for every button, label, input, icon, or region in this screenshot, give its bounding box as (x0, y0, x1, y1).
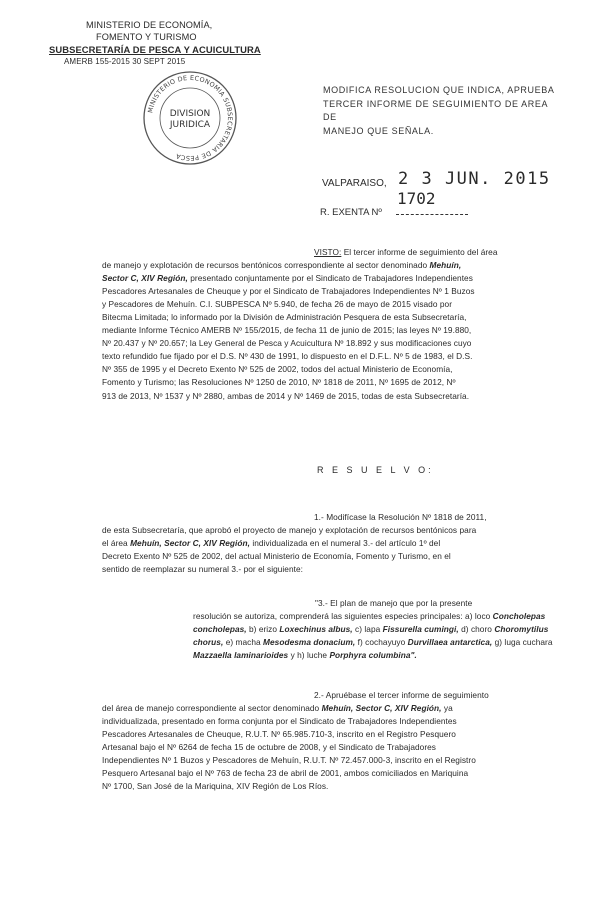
date-stamp: 2 3 JUN. 2015 (398, 169, 551, 189)
resolution-title (323, 84, 563, 138)
stamp-arc-text: MINISTERIO DE ECONOMIA SUBSECRETARIA DE PESCA (146, 73, 235, 163)
date-label: VALPARAISO, (322, 178, 387, 189)
item-2-paragraph: 2.- Apruébase el tercer informe de seguimiento del área de manejo correspondiente al sector denominado Mehuín, Sector C, XIV Región, ya individualizada, presentado en forma conjunta por el Sindicato de Trabajadores Independientes Pescadores Artesanales de Cheuque, R.U.T. Nº 65.985.710-3, inscrito en el Registro Pesquero Artesanal bajo el Nº 6264 de fecha 15 de octubre de 2008, y el Sindicato de Trabajadores Independientes Nº 1 Buzos y Pescadores de Mehuín, R.U.T. Nº 72.457.000-3, inscrito en el Registro Pesquero Artesanal bajo el Nº 763 de fecha 23 de abril de 2001, ambos comiciliados en Mariquina Nº 1700, San José de la Mariquina, XIV Región de Los Ríos. (102, 690, 489, 792)
numeral-3-quote: "3.- El plan de manejo que por la presente resolución se autoriza, comprenderá las siguientes especies principales: a) loco Concholepas concholepas, b) erizo Loxechinus albus, c) lapa Fissurella cumingi, d) choro Choromytilus chorus, e) macha Mesodesma donacium, f) cochayuyo Durvillaea antarctica, g) luga cuchara Mazzaella laminarioides y h) luche Porphyra columbina". (193, 598, 553, 661)
ministry-line-2: FOMENTO Y TURISMO (96, 32, 197, 42)
title-line: MANEJO QUE SEÑALA. (323, 125, 434, 136)
visto-paragraph: VISTO: El tercer informe de seguimiento del área de manejo y explotación de recursos bentónicos correspondiente al sector denominado Mehuín, Sector C, XIV Región, presentado conjuntamente por el Sindicato de Trabajadores Independientes Pescadores Artesanales de Cheuque y por el Sindicato de Trabajadores Independientes Nº 1 Buzos y Pescadores de Mehuín. C.I. SUBPESCA Nº 5.940, de fecha 26 de mayo de 2015 visado por Bitecma Limitada; lo informado por la División de Administración Pesquera de esta Subsecretaría, mediante Informe Técnico AMERB Nº 155/2015, de fecha 11 de junio de 2015; las leyes Nº 19.880, Nº 20.437 y Nº 20.657; la Ley General de Pesca y Acuicultura Nº 18.892 y sus modificaciones cuyo texto refundido fue fijado por el D.S. Nº 430 de 1991, lo dispuesto en el D.F.L. Nº 5 de 1983, el D.S. Nº 355 de 1995 y el Decreto Exento Nº 525 de 2002, todos del actual Ministerio de Economía, Fomento y Turismo; las Resoluciones Nº 1250 de 2010, Nº 1818 de 2011, Nº 1695 de 2012, Nº 913 de 2013, Nº 1537 y Nº 2880, ambas de 2014 y Nº 1469 de 2015, todas de esta Subsecretaría. (102, 247, 498, 401)
reference-code: AMERB 155-2015 30 SEPT 2015 (64, 57, 186, 66)
subsecretaria-name: SUBSECRETARÍA DE PESCA Y ACUICULTURA (49, 44, 261, 55)
title-line: MODIFICA RESOLUCION QUE INDICA, APRUEBA (323, 85, 555, 95)
stamp-center-line2: JURIDICA (169, 120, 211, 130)
exenta-label: R. EXENTA Nº (320, 207, 382, 218)
visto-label: VISTO: (314, 247, 342, 257)
stamp-seal-icon (140, 68, 240, 168)
division-juridica-stamp (140, 68, 240, 168)
item-1-paragraph: 1.- Modifícase la Resolución Nº 1818 de 2011, de esta Subsecretaría, que aprobó el proyecto de manejo y explotación de recursos bentónicos para el área Mehuín, Sector C, XIV Región, individualizada en el numeral 3.- del artículo 1º del Decreto Exento Nº 525 de 2002, del actual Ministerio de Economía, Fomento y Turismo, en el sentido de reemplazar su numeral 3.- por el siguiente: (102, 512, 487, 575)
ministry-line-1: MINISTERIO DE ECONOMÍA, (86, 20, 213, 30)
exenta-underline (396, 214, 468, 215)
stamp-center-line1: DIVISION (169, 109, 211, 119)
resuelvo-heading: R E S U E L V O: (317, 465, 434, 475)
exenta-number: 1702 (397, 189, 436, 208)
title-line: TERCER INFORME DE SEGUIMIENTO DE AREA DE (323, 98, 548, 122)
